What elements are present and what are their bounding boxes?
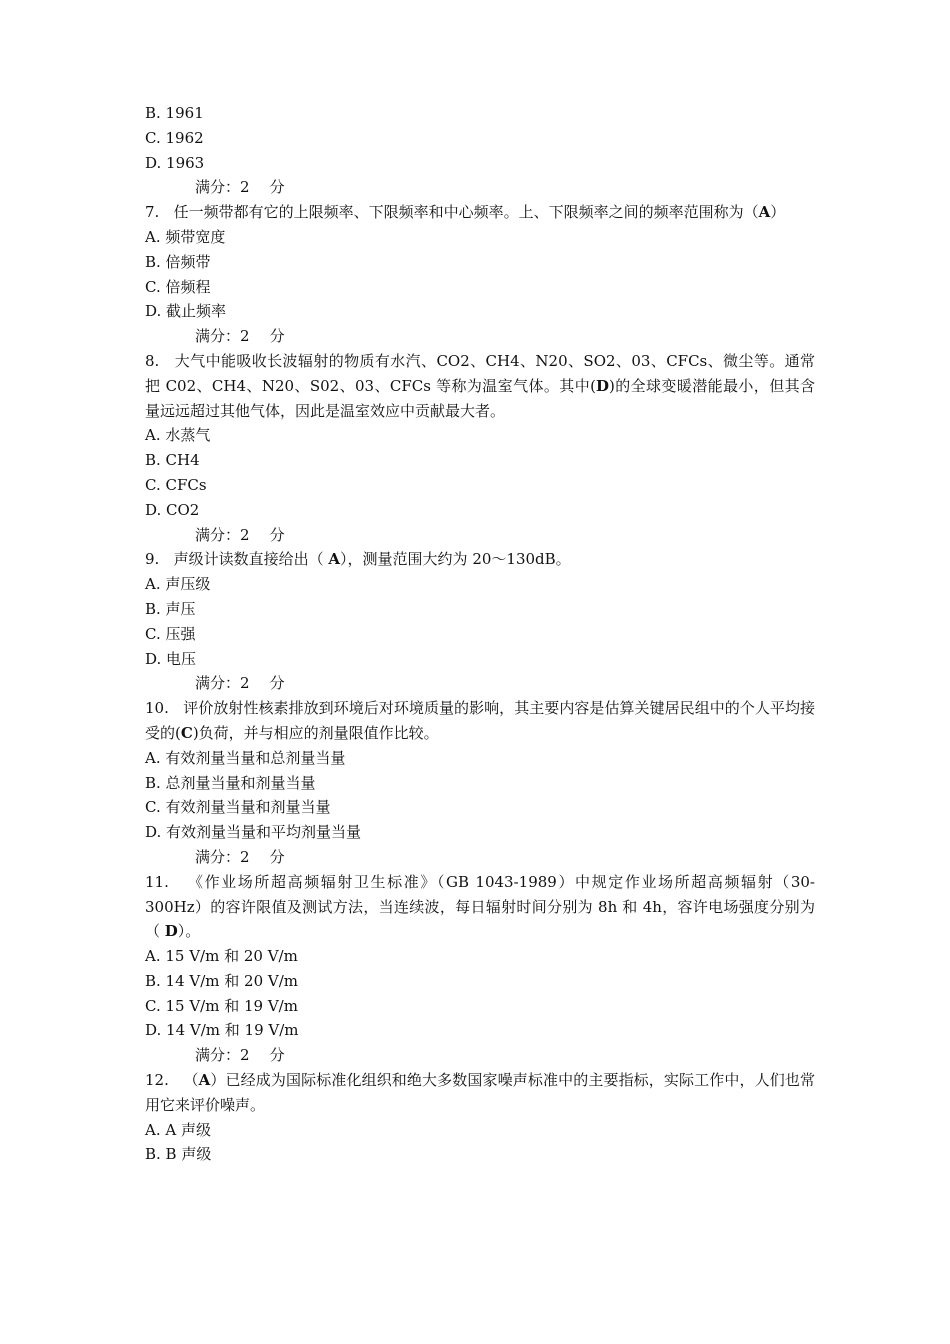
option: D. 截止频率: [145, 302, 227, 321]
option: C. 1962: [145, 128, 204, 147]
question-stem: 11. 《作业场所超高频辐射卫生标准》（GB 1043-1989）中规定作业场所超高频辐射（30-300Hz）的容许限值及测试方法，当连续波，每日辐射时间分别为 8h 和 4h，容许电场强度分别为（ D）。: [145, 872, 815, 941]
question-stem: 10. 评价放射性核素排放到环境后对环境质量的影响，其主要内容是估算关键居民组中的个人平均接受的(C)负荷，并与相应的剂量限值作比较。: [145, 699, 815, 742]
question-stem: 9. 声级计读数直接给出（ A），测量范围大约为 20～130dB。: [145, 550, 571, 569]
option: A. 有效剂量当量和总剂量当量: [145, 748, 346, 767]
option: C. 倍频程: [145, 277, 211, 296]
option: C. CFCs: [145, 475, 207, 494]
score-line: 满分：2 分: [195, 674, 285, 693]
option: A. 声压级: [145, 575, 211, 594]
answer-letter: A: [328, 550, 341, 569]
option: B. B 声级: [145, 1145, 212, 1164]
option: B. 1961: [145, 104, 204, 122]
answer-letter: D: [595, 376, 609, 395]
option: B. CH4: [145, 451, 200, 470]
answer-letter: A: [198, 1071, 211, 1090]
option: C. 压强: [145, 624, 196, 643]
question-stem: 12. （A）已经成为国际标准化组织和绝大多数国家噪声标准中的主要指标，实际工作中，人们也常用它来评价噪声。: [145, 1071, 815, 1114]
answer-letter: A: [758, 203, 771, 222]
answer-letter: C: [180, 723, 193, 742]
option: C. 有效剂量当量和剂量当量: [145, 798, 331, 817]
exam-page: [145, 101, 815, 1167]
option: D. CO2: [145, 500, 200, 519]
option: B. 倍频带: [145, 252, 211, 271]
question-stem: 8. 大气中能吸收长波辐射的物质有水汽、CO2、CH4、N20、SO2、03、CFCs、微尘等。通常把 C02、CH4、N20、S02、03、CFCs 等称为温室气体。其中(D)的全球变暖潜能最小，但其含量远远超过其他气体，因此是温室效应中贡献最大者。: [145, 351, 816, 420]
option: A. 水蒸气: [145, 426, 211, 445]
option: B. 总剂量当量和剂量当量: [145, 773, 316, 792]
score-line: 满分：2 分: [195, 327, 285, 346]
option: D. 14 V/m 和 19 V/m: [145, 1021, 299, 1040]
option: A. 15 V/m 和 20 V/m: [145, 947, 298, 966]
option: B. 14 V/m 和 20 V/m: [145, 971, 299, 990]
option: D. 1963: [145, 153, 205, 172]
option: C. 15 V/m 和 19 V/m: [145, 996, 298, 1015]
option: B. 声压: [145, 599, 196, 618]
score-line: 满分：2 分: [195, 1046, 285, 1065]
option: A. 频带宽度: [145, 227, 226, 246]
score-line: 满分：2 分: [195, 178, 285, 197]
question-stem: 7. 任一频带都有它的上限频率、下限频率和中心频率。上、下限频率之间的频率范围称为（A）: [145, 203, 786, 222]
option: D. 电压: [145, 649, 197, 668]
option: A. A 声级: [145, 1120, 211, 1139]
score-line: 满分：2 分: [195, 847, 285, 866]
option: D. 有效剂量当量和平均剂量当量: [145, 823, 362, 842]
score-line: 满分：2 分: [195, 525, 285, 544]
answer-letter: D: [164, 922, 178, 941]
